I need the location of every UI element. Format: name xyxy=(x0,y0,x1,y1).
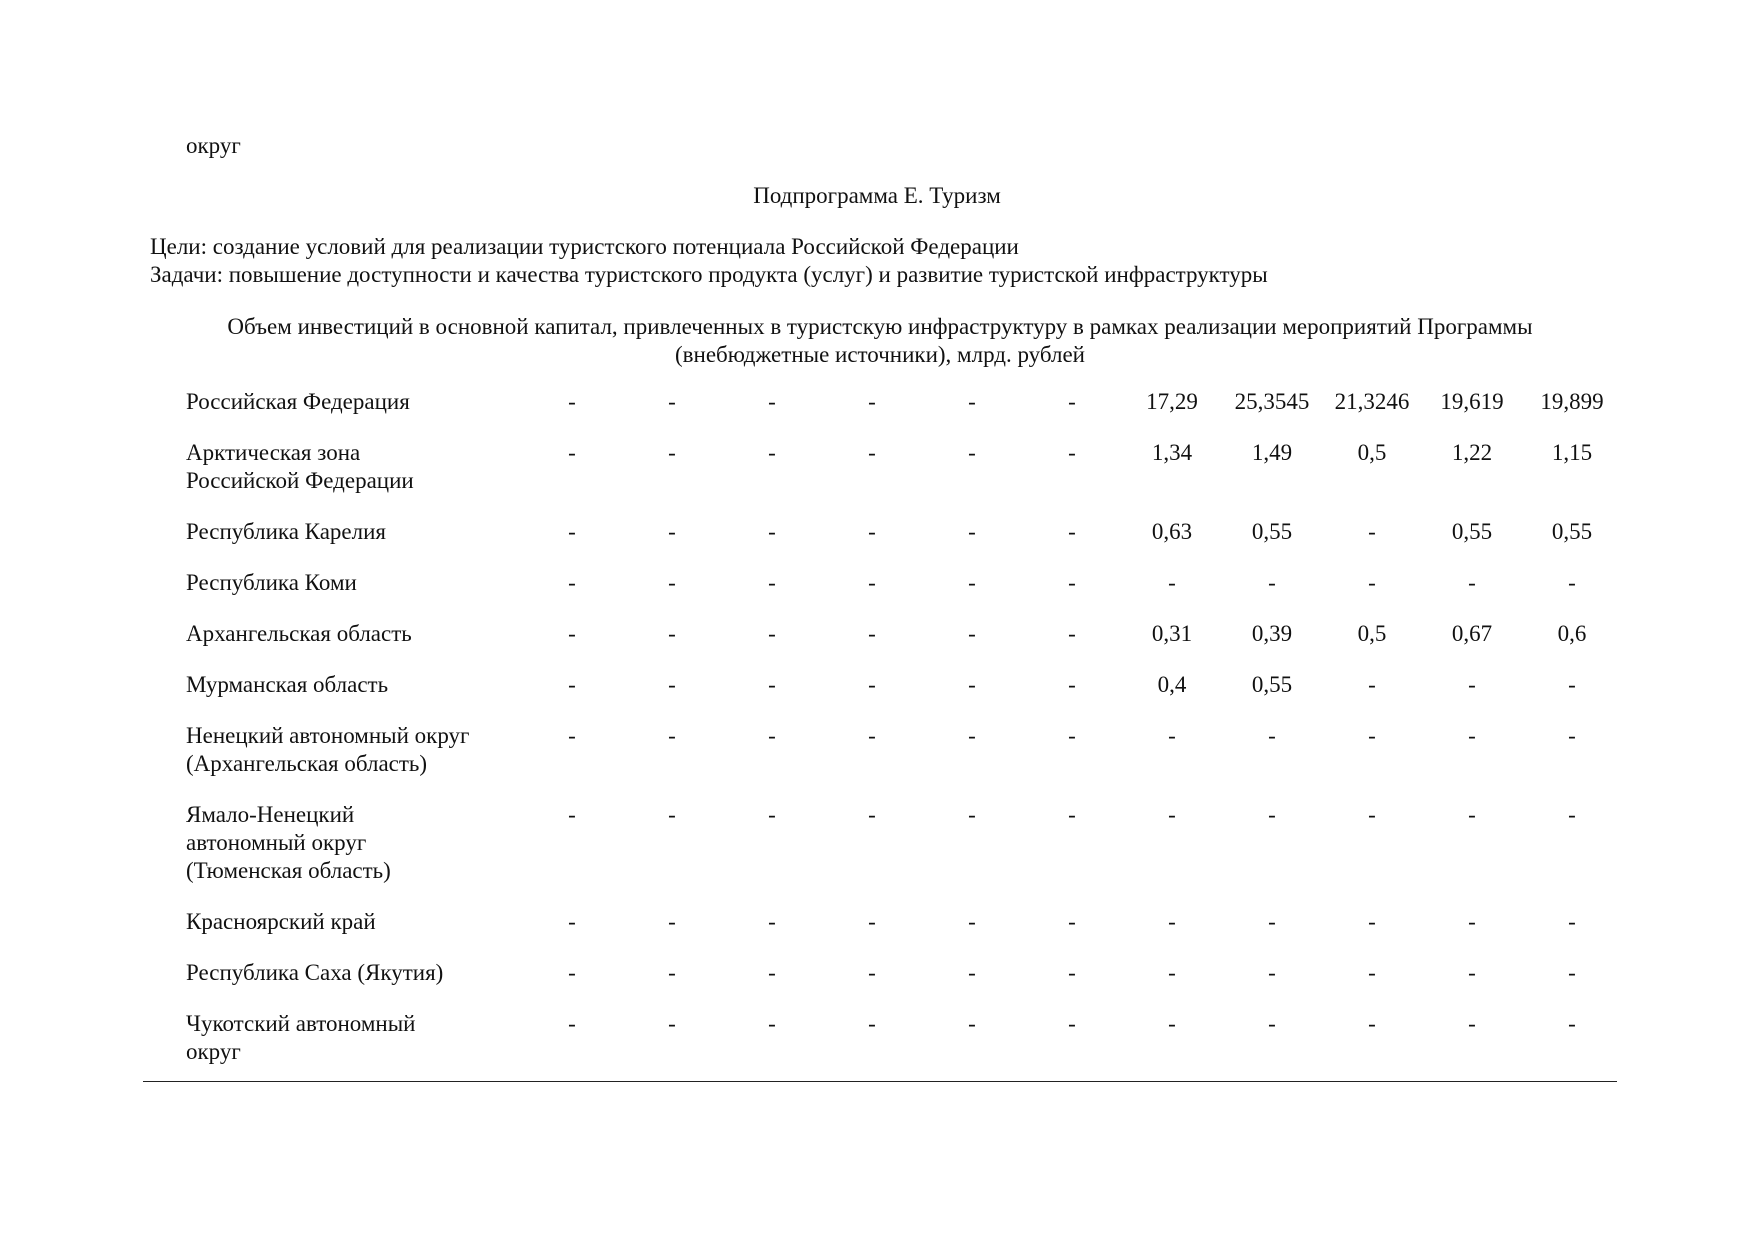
value-cell: - xyxy=(1068,389,1076,414)
value-cell: - xyxy=(668,960,676,985)
subprogram-title: Подпрограмма Е. Туризм xyxy=(753,183,1001,208)
table-row xyxy=(186,620,1622,671)
value-cell: 0,55 xyxy=(1251,519,1293,544)
value-cell: - xyxy=(568,672,576,697)
value-cell: - xyxy=(868,1011,876,1036)
region-name-cell xyxy=(186,959,522,1010)
value-cell: - xyxy=(1568,723,1576,748)
value-cell: - xyxy=(868,960,876,985)
region-name-line: Республика Саха (Якутия) xyxy=(186,960,444,985)
value-cell: 0,6 xyxy=(1557,621,1587,646)
value-cell: 0,55 xyxy=(1551,519,1593,544)
value-cell: - xyxy=(1468,802,1476,827)
value-cell: - xyxy=(1368,723,1376,748)
value-cell: - xyxy=(868,802,876,827)
value-cell: - xyxy=(668,909,676,934)
value-cell: 19,899 xyxy=(1540,389,1604,414)
region-name-cell xyxy=(186,518,522,569)
value-cell: - xyxy=(568,621,576,646)
value-cell: - xyxy=(568,389,576,414)
value-cell: - xyxy=(768,960,776,985)
table-row xyxy=(186,671,1622,722)
value-cell: - xyxy=(1368,519,1376,544)
value-cell: - xyxy=(968,519,976,544)
value-cell: - xyxy=(768,389,776,414)
region-name-line: Российской Федерации xyxy=(186,468,414,493)
indicator-title: Объем инвестиций в основной капитал, привлеченных в туристскую инфраструктуру в рамках реализации мероприятий Программы (внебюджетные источники), млрд. рублей xyxy=(227,314,1533,367)
region-name-cell xyxy=(186,439,522,518)
value-cell: - xyxy=(1168,570,1176,595)
value-cell: - xyxy=(1068,909,1076,934)
value-cell: - xyxy=(868,672,876,697)
value-cell: - xyxy=(868,440,876,465)
region-name-line: Российская Федерация xyxy=(186,389,410,414)
value-cell: - xyxy=(868,570,876,595)
value-cell: 21,3246 xyxy=(1334,389,1410,414)
value-cell: - xyxy=(768,909,776,934)
region-name-line: автономный округ xyxy=(186,830,367,855)
value-cell: - xyxy=(568,440,576,465)
value-cell: - xyxy=(1468,672,1476,697)
region-name-cell xyxy=(186,620,522,671)
table-row xyxy=(186,388,1622,439)
table-row xyxy=(186,801,1622,908)
value-cell: - xyxy=(968,960,976,985)
value-cell: - xyxy=(868,909,876,934)
value-cell: - xyxy=(1168,909,1176,934)
value-cell: - xyxy=(1268,909,1276,934)
value-cell: 0,67 xyxy=(1451,621,1493,646)
value-cell: - xyxy=(1168,802,1176,827)
value-cell: - xyxy=(1568,909,1576,934)
value-cell: - xyxy=(1068,1011,1076,1036)
value-cell: - xyxy=(1068,723,1076,748)
value-cell: - xyxy=(768,1011,776,1036)
region-name-cell xyxy=(186,1010,522,1089)
value-cell: - xyxy=(1168,960,1176,985)
region-name-line: Мурманская область xyxy=(186,672,389,697)
value-cell: - xyxy=(668,519,676,544)
table-row xyxy=(186,439,1622,518)
region-name-line: Республика Коми xyxy=(186,570,357,595)
value-cell: - xyxy=(1168,1011,1176,1036)
value-cell: - xyxy=(1368,909,1376,934)
carry-over-text: округ xyxy=(186,133,241,158)
value-cell: - xyxy=(1368,960,1376,985)
value-cell: - xyxy=(668,621,676,646)
value-cell: - xyxy=(1468,570,1476,595)
value-cell: - xyxy=(968,440,976,465)
value-cell: - xyxy=(1268,723,1276,748)
value-cell: - xyxy=(1568,570,1576,595)
value-cell: - xyxy=(868,519,876,544)
region-name-line: (Архангельская область) xyxy=(186,751,428,776)
value-cell: - xyxy=(768,570,776,595)
value-cell: 0,55 xyxy=(1451,519,1493,544)
value-cell: 0,5 xyxy=(1357,621,1387,646)
region-name-line: Арктическая зона xyxy=(186,440,361,465)
value-cell: 0,4 xyxy=(1157,672,1187,697)
value-cell: - xyxy=(1068,440,1076,465)
investment-table-body xyxy=(186,388,1622,1089)
table-row xyxy=(186,1010,1622,1089)
value-cell: - xyxy=(1068,519,1076,544)
value-cell: - xyxy=(1068,621,1076,646)
region-name-cell xyxy=(186,908,522,959)
value-cell: - xyxy=(1568,672,1576,697)
value-cell: - xyxy=(868,389,876,414)
value-cell: - xyxy=(1368,802,1376,827)
value-cell: - xyxy=(568,1011,576,1036)
value-cell: - xyxy=(968,1011,976,1036)
value-cell: - xyxy=(768,723,776,748)
value-cell: - xyxy=(968,672,976,697)
value-cell: 25,3545 xyxy=(1234,389,1310,414)
value-cell: 19,619 xyxy=(1440,389,1504,414)
value-cell: - xyxy=(768,621,776,646)
value-cell: - xyxy=(1568,1011,1576,1036)
value-cell: - xyxy=(668,723,676,748)
region-name-cell xyxy=(186,722,522,801)
value-cell: 0,55 xyxy=(1251,672,1293,697)
value-cell: - xyxy=(568,570,576,595)
investment-table xyxy=(186,388,1622,1089)
value-cell: - xyxy=(1268,802,1276,827)
value-cell: - xyxy=(1068,802,1076,827)
value-cell: - xyxy=(1368,570,1376,595)
value-cell: - xyxy=(668,389,676,414)
value-cell: - xyxy=(568,909,576,934)
value-cell: - xyxy=(1468,960,1476,985)
value-cell: - xyxy=(1468,1011,1476,1036)
value-cell: - xyxy=(1268,960,1276,985)
value-cell: 1,34 xyxy=(1151,440,1193,465)
value-cell: - xyxy=(1368,672,1376,697)
value-cell: 1,15 xyxy=(1551,440,1593,465)
value-cell: - xyxy=(1568,960,1576,985)
value-cell: - xyxy=(1268,570,1276,595)
table-row xyxy=(186,959,1622,1010)
value-cell: - xyxy=(768,672,776,697)
value-cell: - xyxy=(968,621,976,646)
value-cell: - xyxy=(568,519,576,544)
tasks-text: Задачи: повышение доступности и качества туристского продукта (услуг) и развитие туристской инфраструктуры xyxy=(150,262,1268,287)
value-cell: - xyxy=(1068,960,1076,985)
value-cell: - xyxy=(968,723,976,748)
value-cell: - xyxy=(668,802,676,827)
table-row xyxy=(186,722,1622,801)
value-cell: - xyxy=(668,672,676,697)
table-row xyxy=(186,908,1622,959)
value-cell: - xyxy=(768,802,776,827)
value-cell: - xyxy=(568,802,576,827)
value-cell: - xyxy=(668,1011,676,1036)
value-cell: - xyxy=(568,723,576,748)
value-cell: 1,49 xyxy=(1251,440,1293,465)
value-cell: 0,5 xyxy=(1357,440,1387,465)
value-cell: - xyxy=(868,723,876,748)
value-cell: - xyxy=(1168,723,1176,748)
value-cell: - xyxy=(668,570,676,595)
value-cell: - xyxy=(968,802,976,827)
value-cell: - xyxy=(968,570,976,595)
table-row xyxy=(186,518,1622,569)
value-cell: - xyxy=(1468,909,1476,934)
goals-text: Цели: создание условий для реализации туристского потенциала Российской Федерации xyxy=(150,234,1019,259)
value-cell: - xyxy=(968,389,976,414)
value-cell: - xyxy=(1368,1011,1376,1036)
value-cell: - xyxy=(968,909,976,934)
value-cell: - xyxy=(568,960,576,985)
region-name-cell xyxy=(186,801,522,908)
value-cell: - xyxy=(1468,723,1476,748)
value-cell: - xyxy=(768,440,776,465)
value-cell: - xyxy=(1068,672,1076,697)
region-name-cell xyxy=(186,388,522,439)
region-name-cell xyxy=(186,671,522,722)
region-name-line: Республика Карелия xyxy=(186,519,387,544)
table-row xyxy=(186,569,1622,620)
bottom-rule xyxy=(143,1081,1617,1082)
region-name-cell xyxy=(186,569,522,620)
value-cell: - xyxy=(1268,1011,1276,1036)
value-cell: 17,29 xyxy=(1146,389,1198,414)
region-name-line: (Тюменская область) xyxy=(186,858,391,883)
value-cell: - xyxy=(768,519,776,544)
region-name-line: Архангельская область xyxy=(186,621,412,646)
value-cell: 0,31 xyxy=(1151,621,1193,646)
region-name-line: Ямало-Ненецкий xyxy=(186,802,355,827)
value-cell: 0,39 xyxy=(1251,621,1293,646)
region-name-line: Чукотский автономный xyxy=(186,1011,416,1036)
value-cell: 0,63 xyxy=(1151,519,1193,544)
value-cell: - xyxy=(1068,570,1076,595)
region-name-line: округ xyxy=(186,1039,241,1064)
region-name-line: Ненецкий автономный округ xyxy=(186,723,470,748)
value-cell: - xyxy=(1568,802,1576,827)
value-cell: - xyxy=(868,621,876,646)
region-name-line: Красноярский край xyxy=(186,909,376,934)
value-cell: - xyxy=(668,440,676,465)
value-cell: 1,22 xyxy=(1451,440,1493,465)
